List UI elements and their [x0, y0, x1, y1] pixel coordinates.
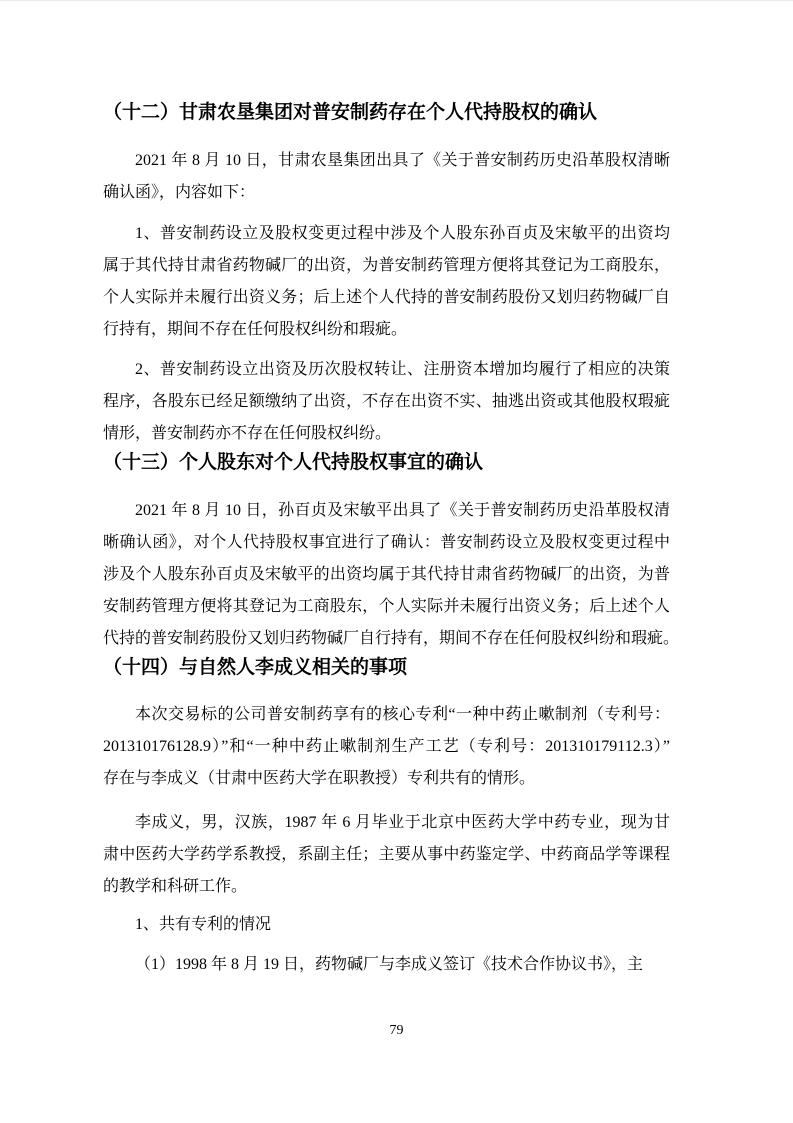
- section-12: [103, 100, 670, 450]
- paragraph: [103, 354, 670, 450]
- section-heading-12: （十二）甘肃农垦集团对普安制药存在个人代持股权的确认: [103, 102, 598, 123]
- text-line: 肃中医药大学药学系教授，系副主任；主要从事中药鉴定学、中药商品学等课程: [103, 846, 670, 863]
- section-heading-13: （十三）个人股东对个人代持股权事宜的确认: [103, 452, 484, 473]
- text-line: 的教学和科研工作。: [103, 878, 248, 895]
- text-line: 代持的普安制药股份又划归药物碱厂自行持有，期间不存在任何股权纠纷和瑕疵。: [103, 630, 680, 647]
- text-line: 2021 年 8 月 10 日，孙百贞及宋敏平出具了《关于普安制药历史沿革股权清: [135, 502, 670, 519]
- page-number: 79: [389, 1023, 404, 1038]
- paragraph: [103, 495, 680, 655]
- text-line: 程序，各股东已经足额缴纳了出资，不存在出资不实、抽逃出资或其他股权瑕疵: [103, 393, 670, 410]
- paragraph: [103, 807, 670, 903]
- text-line: 2、普安制药设立出资及历次股权转让、注册资本增加均履行了相应的决策: [135, 361, 670, 378]
- text-line: 1、普安制药设立及股权变更过程中涉及个人股东孙百贞及宋敏平的出资均: [135, 225, 670, 242]
- text-line: 李成义，男，汉族，1987 年 6 月毕业于北京中医药大学中药专业，现为甘: [135, 814, 670, 831]
- text-line: 个人实际并未履行出资义务；后上述个人代持的普安制药股份又划归药物碱厂自: [103, 289, 670, 306]
- paragraph: [103, 699, 670, 795]
- page-content: [103, 1, 680, 981]
- text-line: 晰确认函》，对个人代持股权事宜进行了确认：普安制药设立及股权变更过程中: [103, 534, 670, 551]
- text-line: 201310176128.9）”和“一种中药止嗽制剂生产工艺（专利号：201310179112.3）”: [103, 738, 670, 755]
- paragraph: [103, 218, 670, 346]
- text-line: 情形，普安制药亦不存在任何股权纠纷。: [103, 425, 392, 442]
- paragraph: [103, 145, 670, 209]
- section-heading-14: （十四）与自然人李成义相关的事项: [103, 657, 408, 678]
- section-13: [103, 450, 680, 655]
- text-line: 本次交易标的公司普安制药享有的核心专利“一种中药止嗽制剂（专利号：: [135, 706, 670, 723]
- text-line: 2021 年 8 月 10 日，甘肃农垦集团出具了《关于普安制药历史沿革股权清晰: [135, 152, 670, 169]
- text-line: 确认函》，内容如下：: [103, 184, 256, 201]
- text-line: 行持有，期间不存在任何股权纠纷和瑕疵。: [103, 321, 408, 338]
- text-line: （1）1998 年 8 月 19 日，药物碱厂与李成义签订《技术合作协议书》，主: [135, 956, 644, 973]
- paragraph: [103, 909, 670, 941]
- section-14: [103, 655, 670, 981]
- text-line: 存在与李成义（甘肃中医药大学在职教授）专利共有的情形。: [103, 770, 536, 787]
- text-line: 涉及个人股东孙百贞及宋敏平的出资均属于其代持甘肃省药物碱厂的出资，为普: [103, 566, 670, 583]
- text-line: 属于其代持甘肃省药物碱厂的出资，为普安制药管理方便将其登记为工商股东，: [103, 257, 670, 274]
- paragraph: [103, 949, 670, 981]
- text-line: 安制药管理方便将其登记为工商股东，个人实际并未履行出资义务；后上述个人: [103, 598, 670, 615]
- text-line: 1、共有专利的情况: [135, 916, 272, 933]
